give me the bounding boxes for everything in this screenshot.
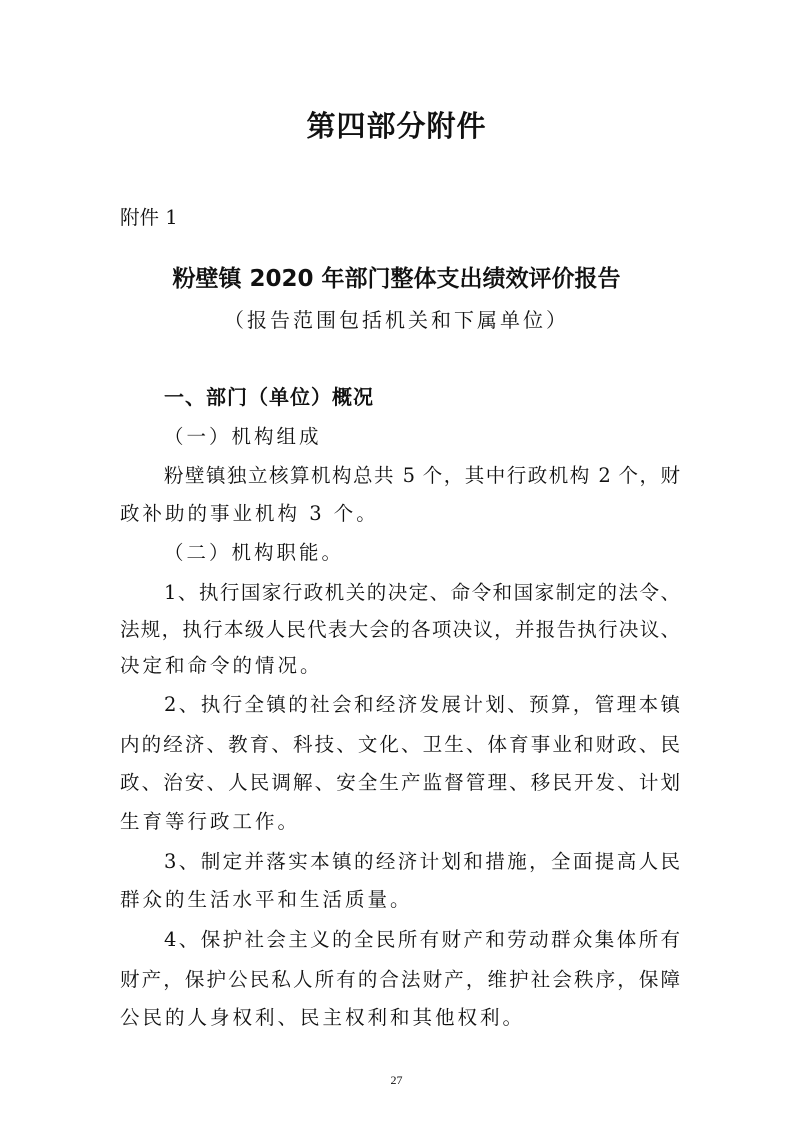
paragraph-line: 群众的生活水平和生活质量。 [120,888,413,911]
page-number: 27 [390,1073,403,1087]
paragraph-line: 3、制定并落实本镇的经济计划和措施，全面提高人民 [164,850,680,873]
attachment-label: 附件 1 [120,206,178,229]
paragraph-line: 1、执行国家行政机关的决定、命令和国家制定的法令、 [164,581,680,604]
paragraph-line: 公民的人身权利、民主权利和其他权利。 [120,1006,526,1029]
section-heading: 一、部门（单位）概况 [164,385,374,409]
paragraph-line: 粉壁镇独立核算机构总共 5 个，其中行政机构 2 个，财 [164,464,680,487]
paragraph-line: 财产，保护公民私人所有的合法财产，维护社会秩序，保障 [120,968,680,991]
paragraph-line: 政、治安、人民调解、安全生产监督管理、移民开发、计划 [120,771,680,794]
report-subtitle: （报告范围包括机关和下属单位） [224,308,569,332]
paragraph-line: 生育等行政工作。 [120,810,301,833]
paragraph-line: 2、执行全镇的社会和经济发展计划、预算，管理本镇 [164,693,680,716]
paragraph-line: 政补助的事业机构 3 个。 [120,502,379,525]
paragraph-line: 决定和命令的情况。 [120,654,323,677]
report-title: 粉壁镇 2020 年部门整体支出绩效评价报告 [172,266,621,292]
paragraph-line: 4、保护社会主义的全民所有财产和劳动群众集体所有 [164,928,680,951]
paragraph-line: 内的经济、教育、科技、文化、卫生、体育事业和财政、民 [120,733,680,756]
paragraph-line: 法规，执行本级人民代表大会的各项决议，并报告执行决议、 [120,618,680,641]
subsection-heading: （二）机构职能。 [164,541,345,564]
part-title: 第四部分附件 [306,109,487,143]
subsection-heading: （一）机构组成 [164,425,322,448]
